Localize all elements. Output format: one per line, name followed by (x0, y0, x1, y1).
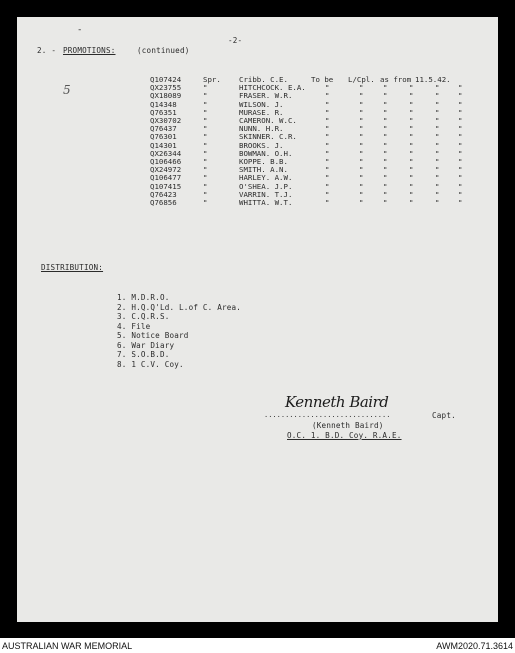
promotion-row (17, 141, 498, 149)
distribution-heading: DISTRIBUTION: (41, 263, 104, 272)
ditto-mark: " (359, 91, 364, 101)
army-number: QX30702 (150, 116, 182, 125)
soldier-name: CAMERON. W.C. (239, 116, 297, 125)
ditto-mark: " (359, 124, 364, 134)
army-number: Q14348 (150, 99, 177, 109)
ditto-mark: " (409, 116, 414, 125)
ditto-mark: " (203, 107, 208, 117)
army-number: Q76301 (150, 132, 177, 142)
soldier-name: Cribb. C.E. (239, 75, 288, 84)
ditto-mark: " (325, 124, 330, 134)
ditto-mark: " (203, 116, 208, 125)
distribution-item: 2. H.Q.Q'Ld. L.of C. Area. (117, 302, 242, 312)
ditto-mark: " (409, 165, 414, 175)
ditto-mark: " (458, 157, 463, 166)
ditto-mark: " (458, 99, 463, 109)
ditto-mark: " (203, 148, 208, 158)
ditto-mark: " (325, 91, 330, 101)
ditto-mark: " (435, 116, 440, 125)
ditto-mark: " (383, 140, 388, 150)
ditto-mark: " (435, 165, 440, 175)
ditto-mark: " (359, 198, 364, 207)
ditto-mark: " (458, 132, 463, 142)
ditto-mark: " (203, 99, 208, 109)
promotion-row (17, 182, 498, 190)
to-be-label: To be (311, 75, 334, 84)
soldier-name: O'SHEA. J.P. (239, 181, 293, 191)
ditto-mark: " (435, 124, 440, 134)
army-number: Q76856 (150, 198, 177, 207)
ditto-mark: " (435, 107, 440, 117)
ditto-mark: " (409, 157, 414, 166)
ditto-mark: " (435, 157, 440, 166)
soldier-name: NUNN. H.R. (239, 124, 284, 134)
ditto-mark: " (383, 173, 388, 183)
ditto-mark: " (325, 140, 330, 150)
ditto-mark: " (203, 157, 208, 166)
army-number: QX24972 (150, 165, 182, 175)
ditto-mark: " (458, 181, 463, 191)
ditto-mark: " (359, 148, 364, 158)
army-number: Q14301 (150, 140, 177, 150)
ditto-mark: " (359, 83, 364, 93)
promotion-row (17, 132, 498, 140)
distribution-item: 4. File (117, 321, 151, 331)
ditto-mark: " (409, 189, 414, 199)
promotion-row (17, 157, 498, 165)
soldier-name: KOPPE. B.B. (239, 157, 288, 166)
signature-line: .............................. (264, 411, 391, 419)
ditto-mark: " (458, 148, 463, 158)
ditto-mark: " (203, 173, 208, 183)
ditto-mark: " (435, 99, 440, 109)
ditto-mark: " (458, 165, 463, 175)
effective-date: 11.5.42. (415, 75, 451, 84)
ditto-mark: " (359, 157, 364, 166)
soldier-name: BROOKS. J. (239, 140, 284, 150)
ditto-mark: " (458, 189, 463, 199)
distribution-item: 1. M.D.R.O. (117, 293, 170, 302)
ditto-mark: " (383, 116, 388, 125)
ditto-mark: " (383, 99, 388, 109)
ditto-mark: " (383, 107, 388, 117)
ditto-mark: " (203, 198, 208, 207)
ditto-mark: " (325, 116, 330, 125)
ditto-mark: " (409, 124, 414, 134)
promotion-row-header (17, 75, 498, 83)
signature-rank: Capt. (432, 411, 456, 420)
ditto-mark: " (359, 189, 364, 199)
ditto-mark: " (325, 83, 330, 93)
promotion-row (17, 83, 498, 91)
promotion-row (17, 116, 498, 124)
ditto-mark: " (359, 116, 364, 125)
ditto-mark: " (409, 148, 414, 158)
soldier-name: WHITTA. W.T. (239, 198, 293, 207)
ditto-mark: " (359, 140, 364, 150)
army-number: QX18089 (150, 91, 182, 101)
soldier-name: SKINNER. C.R. (239, 132, 297, 142)
soldier-name: MURASE. R. (239, 107, 284, 117)
ditto-mark: " (383, 83, 388, 93)
ditto-mark: " (458, 83, 463, 93)
ditto-mark: " (409, 140, 414, 150)
ditto-mark: " (325, 198, 330, 207)
promotion-row (17, 108, 498, 116)
ditto-mark: " (203, 181, 208, 191)
document-page (17, 17, 498, 622)
ditto-mark: " (359, 181, 364, 191)
as-from-label: as from (380, 75, 412, 84)
ditto-mark: " (435, 148, 440, 158)
promotion-row (17, 198, 498, 206)
ditto-mark: " (409, 132, 414, 142)
ditto-mark: " (203, 140, 208, 150)
ditto-mark: " (383, 189, 388, 199)
ditto-mark: " (435, 198, 440, 207)
ditto-mark: " (409, 198, 414, 207)
ditto-mark: " (458, 198, 463, 207)
army-number: QX23755 (150, 83, 182, 93)
ditto-mark: " (409, 181, 414, 191)
ditto-mark: " (435, 91, 440, 101)
ditto-mark: " (409, 91, 414, 101)
ditto-mark: " (325, 165, 330, 175)
army-number: Q106466 (150, 157, 182, 166)
ditto-mark: " (325, 173, 330, 183)
handwritten-signature: Kenneth Baird (285, 393, 389, 411)
ditto-mark: " (458, 91, 463, 101)
soldier-name: HITCHCOCK. E.A. (239, 83, 306, 93)
soldier-name: HARLEY. A.W. (239, 173, 293, 183)
ditto-mark: " (409, 107, 414, 117)
ditto-mark: " (383, 165, 388, 175)
ditto-mark: " (458, 173, 463, 183)
ditto-mark: " (409, 83, 414, 93)
ditto-mark: " (325, 148, 330, 158)
ditto-mark: " (409, 173, 414, 183)
army-number: Q107415 (150, 181, 182, 191)
ditto-mark: " (383, 181, 388, 191)
ditto-mark: " (383, 157, 388, 166)
ditto-mark: " (325, 181, 330, 191)
army-number: QX26344 (150, 148, 182, 158)
ditto-mark: " (458, 140, 463, 150)
ditto-mark: " (383, 91, 388, 101)
ditto-mark: " (435, 181, 440, 191)
footer-institution: AUSTRALIAN WAR MEMORIAL (2, 641, 133, 651)
promotion-row (17, 173, 498, 181)
ditto-mark: " (435, 132, 440, 142)
ditto-mark: " (383, 148, 388, 158)
ditto-mark: " (458, 124, 463, 134)
ditto-mark: " (359, 173, 364, 183)
promotions-list (17, 75, 498, 235)
promotion-row (17, 124, 498, 132)
signatory-name: (Kenneth Baird) (312, 421, 384, 430)
ditto-mark: " (383, 124, 388, 134)
army-number: Q76351 (150, 107, 177, 117)
ditto-mark: " (325, 107, 330, 117)
soldier-name: VARRIN. T.J. (239, 189, 293, 199)
ditto-mark: " (325, 157, 330, 166)
section-number: 2. - (37, 46, 57, 55)
ditto-mark: " (383, 198, 388, 207)
ditto-mark: " (458, 107, 463, 117)
archive-footer (0, 638, 515, 653)
ditto-mark: " (203, 132, 208, 142)
ditto-mark: " (458, 116, 463, 125)
footer-reference: AWM2020.71.3614 (436, 641, 513, 651)
army-number: Q76437 (150, 124, 177, 134)
promotion-row (17, 91, 498, 99)
distribution-item: 5. Notice Board (117, 331, 189, 340)
ditto-mark: " (435, 173, 440, 183)
pencil-mark: - (77, 25, 83, 35)
promotion-row (17, 165, 498, 173)
soldier-name: WILSON. J. (239, 99, 284, 109)
ditto-mark: " (203, 189, 208, 199)
section-heading: PROMOTIONS: (63, 46, 116, 55)
ditto-mark: " (325, 99, 330, 109)
army-number: Q76423 (150, 189, 177, 199)
promotion-row (17, 100, 498, 108)
soldier-name: BOWMAN. O.H. (239, 148, 293, 158)
ditto-mark: " (203, 165, 208, 175)
section-subheading: (continued) (137, 46, 190, 55)
promotion-row (17, 190, 498, 198)
soldier-name: SMITH. A.N. (239, 165, 288, 175)
army-number: Q106477 (150, 173, 182, 183)
distribution-item: 8. 1 C.V. Coy. (117, 359, 184, 369)
distribution-item: 6. War Diary (117, 340, 175, 350)
margin-mark: 5 (63, 83, 71, 97)
ditto-mark: " (359, 99, 364, 109)
ditto-mark: " (383, 132, 388, 142)
army-number: Q107424 (150, 75, 182, 84)
distribution-item: 3. C.Q.R.S. (117, 312, 170, 321)
ditto-mark: " (325, 132, 330, 142)
rank: Spr. (203, 75, 221, 84)
soldier-name: FRASER. W.R. (239, 91, 293, 101)
distribution-item: 7. S.O.B.D. (117, 350, 170, 359)
new-rank: L/Cpl. (348, 75, 375, 84)
page-number: -2- (228, 36, 243, 45)
ditto-mark: " (435, 189, 440, 199)
ditto-mark: " (435, 140, 440, 150)
ditto-mark: " (203, 124, 208, 134)
ditto-mark: " (203, 91, 208, 101)
ditto-mark: " (409, 99, 414, 109)
signatory-title: O.C. 1. B.D. Coy. R.A.E. (287, 431, 402, 440)
ditto-mark: " (359, 132, 364, 142)
ditto-mark: " (435, 83, 440, 93)
promotion-row (17, 149, 498, 157)
ditto-mark: " (325, 189, 330, 199)
ditto-mark: " (359, 165, 364, 175)
ditto-mark: " (359, 107, 364, 117)
ditto-mark: " (203, 83, 208, 93)
